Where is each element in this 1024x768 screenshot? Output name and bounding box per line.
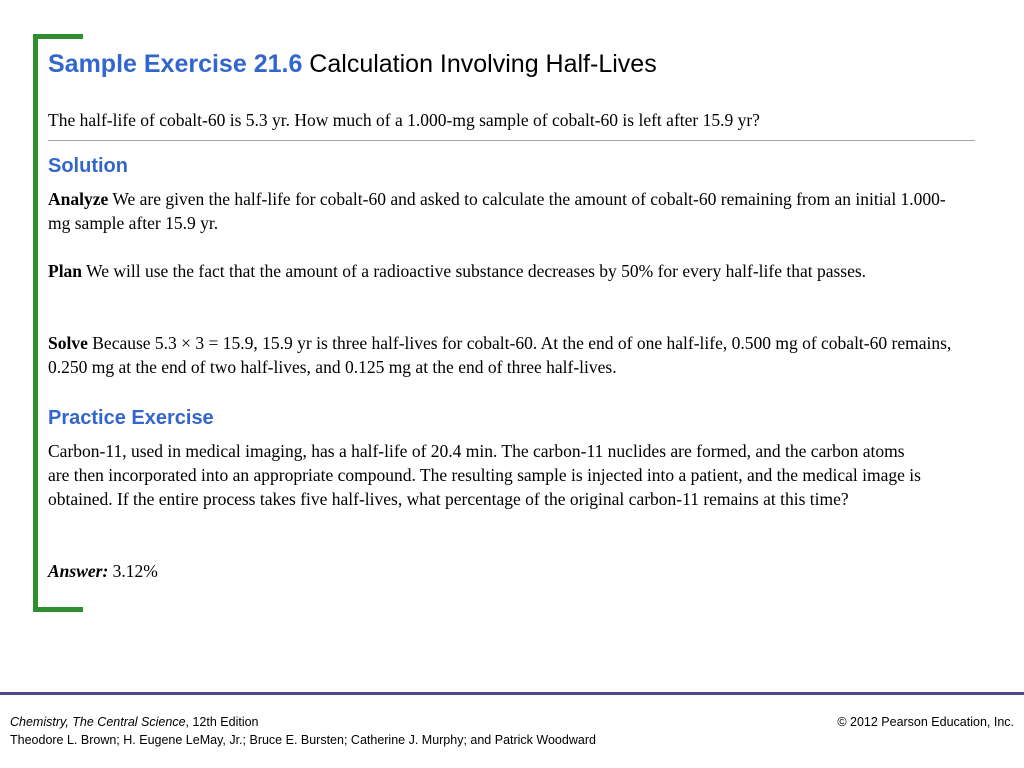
practice-text: Carbon-11, used in medical imaging, has a half-life of 20.4 min. The carbon-11 nuclides are formed, and the carbon atoms are then incorporated into an appropriate compound. The resulting sample is injected into a patient, and the medical image is obtained. If the entire process takes five half-lives, what percentage of the original carbon-11 remains at this time? [48, 441, 921, 509]
solution-heading: Solution [48, 155, 128, 177]
footer-book-line [10, 713, 596, 731]
answer-label: Answer: [48, 561, 109, 581]
footer-divider [0, 692, 1024, 695]
practice-heading: Practice Exercise [48, 407, 214, 429]
footer-citation [10, 713, 596, 749]
answer-line [48, 559, 158, 583]
page-title [48, 50, 657, 79]
footer-book-title: Chemistry, The Central Science [10, 715, 186, 729]
exercise-label: Sample Exercise 21.6 [48, 50, 303, 78]
plan-text: We will use the fact that the amount of a radioactive substance decreases by 50% for every half-life that passes. [82, 261, 867, 281]
footer-edition: , 12th Edition [185, 715, 259, 729]
bracket-vertical [33, 34, 38, 612]
plan-paragraph [48, 259, 958, 283]
solve-label: Solve [48, 333, 88, 353]
question-text: The half-life of cobalt-60 is 5.3 yr. How much of a 1.000-mg sample of cobalt-60 is left after 15.9 yr? [48, 110, 760, 130]
solve-text: Because 5.3 × 3 = 15.9, 15.9 yr is three half-lives for cobalt-60. At the end of one half-life, 0.500 mg of cobalt-60 remains, 0.250 mg at the end of two half-lives, and 0.125 mg at the end of three half-lives. [48, 333, 952, 377]
footer-copyright: © 2012 Pearson Education, Inc. [837, 715, 1014, 729]
solve-paragraph [48, 331, 958, 379]
bracket-bottom [33, 607, 83, 612]
footer-authors: Theodore L. Brown; H. Eugene LeMay, Jr.; Bruce E. Bursten; Catherine J. Murphy; and Patrick Woodward [10, 733, 596, 747]
plan-label: Plan [48, 261, 83, 281]
bracket-top [33, 34, 83, 39]
analyze-paragraph [48, 187, 958, 235]
analyze-label: Analyze [48, 189, 109, 209]
answer-value: 3.12% [108, 561, 158, 581]
divider [48, 140, 975, 141]
analyze-text: We are given the half-life for cobalt-60 and asked to calculate the amount of cobalt-60 remaining from an initial 1.000-mg sample after 15.9 yr. [48, 189, 946, 233]
exercise-title: Calculation Involving Half-Lives [302, 50, 657, 78]
